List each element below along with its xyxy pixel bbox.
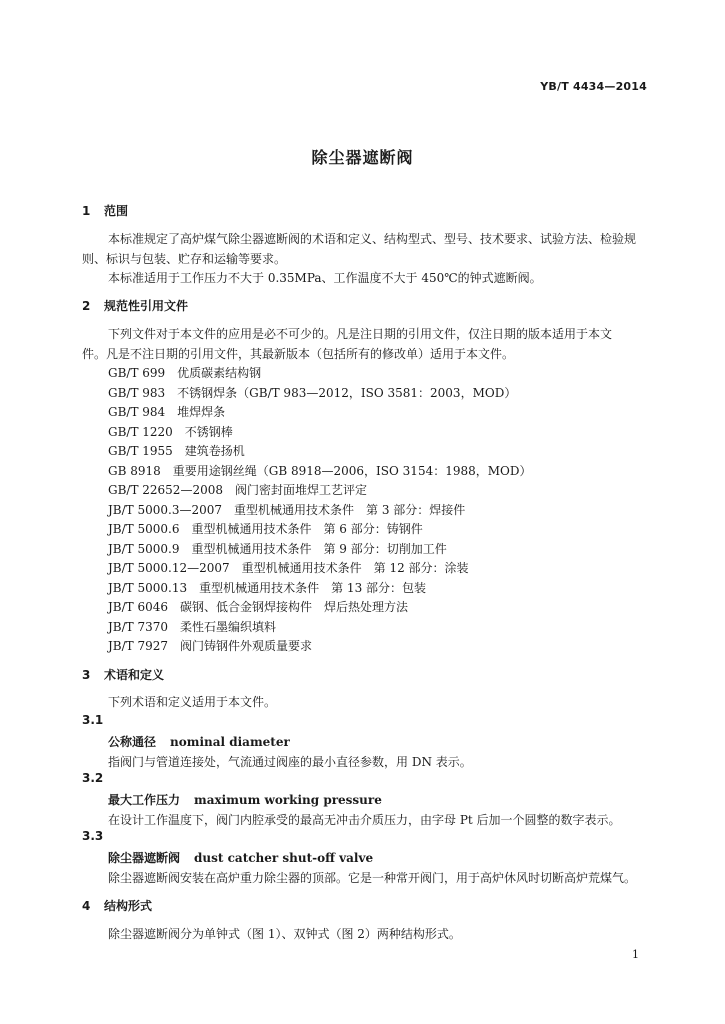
- term-heading: [108, 791, 382, 808]
- reference-item: GB/T 1955 建筑卷扬机: [108, 444, 245, 458]
- reference-item: JB/T 5000.3—2007 重型机械通用技术条件 第 3 部分：焊接件: [108, 503, 466, 517]
- document-title: 除尘器遮断阀: [311, 148, 414, 167]
- reference-item: GB/T 22652—2008 阀门密封面堆焊工艺评定: [108, 483, 367, 497]
- section-1-heading: [82, 202, 128, 219]
- term-heading: [108, 849, 373, 866]
- term-definition: 在设计工作温度下，阀门内腔承受的最高无冲击介质压力，由字母 Pt 后加一个圆整的数字表示。: [108, 813, 621, 827]
- section-2-heading: [82, 297, 188, 314]
- reference-item: JB/T 7370 柔性石墨编织填料: [108, 620, 277, 634]
- standard-number: YB/T 4434—2014: [540, 80, 647, 93]
- reference-item: JB/T 7927 阀门铸钢件外观质量要求: [108, 639, 313, 653]
- term-definition: 指阀门与管道连接处，气流通过阀座的最小直径参数，用 DN 表示。: [108, 755, 472, 769]
- reference-item: GB/T 983 不锈钢焊条（GB/T 983—2012，ISO 3581：2003，MOD）: [108, 386, 517, 400]
- reference-item: GB/T 699 优质碳素结构钢: [108, 366, 262, 380]
- paragraph-line: 本标准适用于工作压力不大于 0.35MPa、工作温度不大于 450℃的钟式遮断阀。: [108, 271, 542, 285]
- reference-item: GB/T 1220 不锈钢棒: [108, 425, 233, 439]
- term-english: nominal diameter: [170, 735, 290, 749]
- paragraph-line: 本标准规定了高炉煤气除尘器遮断阀的术语和定义、结构型式、型号、技术要求、试验方法、检验规: [108, 232, 637, 246]
- clause-number: 3.2: [82, 771, 104, 785]
- paragraph-line: 件。凡是不注日期的引用文件，其最新版本（包括所有的修改单）适用于本文件。: [82, 347, 515, 361]
- section-number: 1: [82, 204, 91, 218]
- term-chinese: 最大工作压力: [108, 793, 181, 807]
- reference-item: JB/T 5000.9 重型机械通用技术条件 第 9 部分：切削加工件: [108, 542, 447, 556]
- page-number: 1: [632, 948, 639, 961]
- section-3-heading: [82, 666, 164, 683]
- reference-item: JB/T 6046 碳钢、低合金钢焊接构件 焊后热处理方法: [108, 600, 409, 614]
- section-number: 3: [82, 668, 91, 682]
- section-4-heading: [82, 897, 152, 914]
- section-title: 规范性引用文件: [104, 299, 189, 313]
- paragraph-line: 则、标识与包装、贮存和运输等要求。: [82, 252, 287, 266]
- reference-item: GB 8918 重要用途钢丝绳（GB 8918—2006，ISO 3154：1988，MOD）: [108, 464, 532, 478]
- term-chinese: 公称通径: [108, 735, 157, 749]
- section-title: 术语和定义: [104, 668, 165, 682]
- section-title: 结构形式: [104, 899, 153, 913]
- term-english: maximum working pressure: [194, 793, 382, 807]
- clause-number: 3.3: [82, 829, 104, 843]
- reference-item: GB/T 984 堆焊焊条: [108, 405, 226, 419]
- section-number: 4: [82, 899, 91, 913]
- clause-number: 3.1: [82, 713, 104, 727]
- term-heading: [108, 733, 290, 750]
- section-title: 范围: [104, 204, 129, 218]
- paragraph-line: 下列文件对于本文件的应用是必不可少的。凡是注日期的引用文件，仅注日期的版本适用于本文: [108, 327, 613, 341]
- paragraph-line: 除尘器遮断阀分为单钟式（图 1）、双钟式（图 2）两种结构形式。: [108, 927, 461, 941]
- term-chinese: 除尘器遮断阀: [108, 851, 181, 865]
- term-english: dust catcher shut-off valve: [194, 851, 374, 865]
- paragraph-line: 下列术语和定义适用于本文件。: [108, 695, 277, 709]
- term-definition: 除尘器遮断阀安装在高炉重力除尘器的顶部。它是一种常开阀门，用于高炉休风时切断高炉荒煤气。: [108, 871, 637, 885]
- reference-item: JB/T 5000.12—2007 重型机械通用技术条件 第 12 部分：涂装: [108, 561, 469, 575]
- section-number: 2: [82, 299, 91, 313]
- reference-item: JB/T 5000.13 重型机械通用技术条件 第 13 部分：包装: [108, 581, 427, 595]
- reference-item: JB/T 5000.6 重型机械通用技术条件 第 6 部分：铸钢件: [108, 522, 423, 536]
